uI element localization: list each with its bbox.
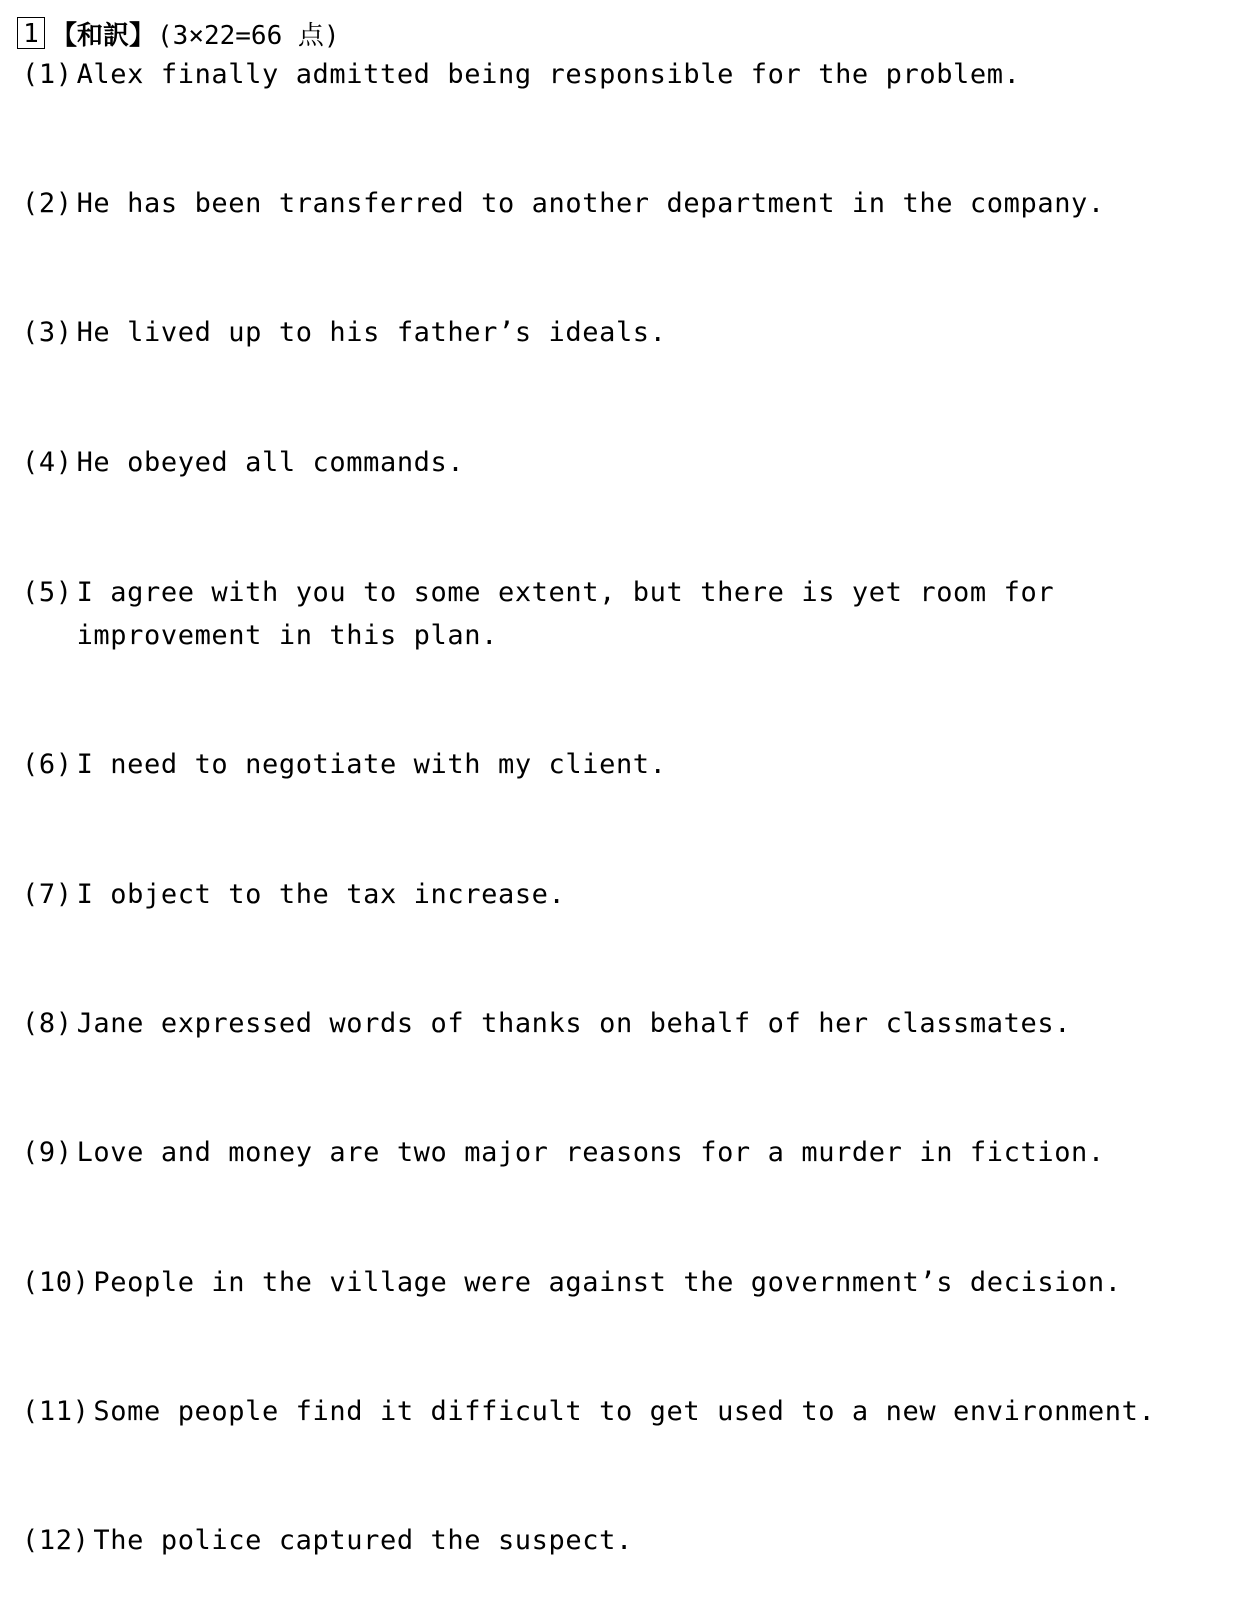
question-text: I need to negotiate with my client.: [76, 749, 667, 780]
question-item: [22, 873, 1222, 916]
section-points: (3×22=66 点): [157, 20, 340, 51]
question-item: [22, 1002, 1222, 1045]
question-item: [22, 1261, 1222, 1304]
question-item: [22, 743, 1222, 786]
question-text: He obeyed all commands.: [76, 447, 465, 478]
question-number: (1): [22, 59, 73, 90]
question-text: People in the village were against the government’s decision.: [93, 1267, 1122, 1298]
question-item: [22, 1390, 1222, 1433]
question-number: (7): [22, 879, 73, 910]
question-number: (12): [22, 1525, 90, 1556]
question-text: I object to the tax increase.: [76, 879, 566, 910]
question-text: Jane expressed words of thanks on behalf of her classmates.: [76, 1008, 1072, 1039]
question-number: (2): [22, 188, 73, 219]
question-item: [22, 182, 1222, 225]
question-text: The police captured the suspect.: [93, 1525, 633, 1556]
question-item: [22, 1131, 1222, 1174]
section-title: 【和訳】: [51, 20, 156, 51]
question-number: (4): [22, 447, 73, 478]
question-text: He lived up to his father’s ideals.: [76, 317, 667, 348]
question-number: (6): [22, 749, 73, 780]
question-text: Alex finally admitted being responsible for the problem.: [76, 59, 1021, 90]
question-number: (3): [22, 317, 73, 348]
question-text: I agree with you to some extent, but there is yet room for improvement in this plan.: [76, 577, 1072, 651]
section-header: [17, 14, 340, 52]
question-item: [22, 311, 1222, 354]
section-number-box: 1: [17, 17, 45, 49]
question-item: [22, 1519, 1222, 1562]
question-item: [22, 441, 1222, 484]
question-number: (5): [22, 577, 73, 608]
question-number: (8): [22, 1008, 73, 1039]
question-number: (11): [22, 1396, 90, 1427]
question-text: He has been transferred to another department in the company.: [76, 188, 1105, 219]
question-item: [22, 53, 1222, 96]
question-item: [22, 571, 1222, 657]
question-number: (10): [22, 1267, 90, 1298]
question-text: Some people find it difficult to get used to a new environment.: [93, 1396, 1156, 1427]
question-number: (9): [22, 1137, 73, 1168]
question-text: Love and money are two major reasons for a murder in fiction.: [76, 1137, 1105, 1168]
